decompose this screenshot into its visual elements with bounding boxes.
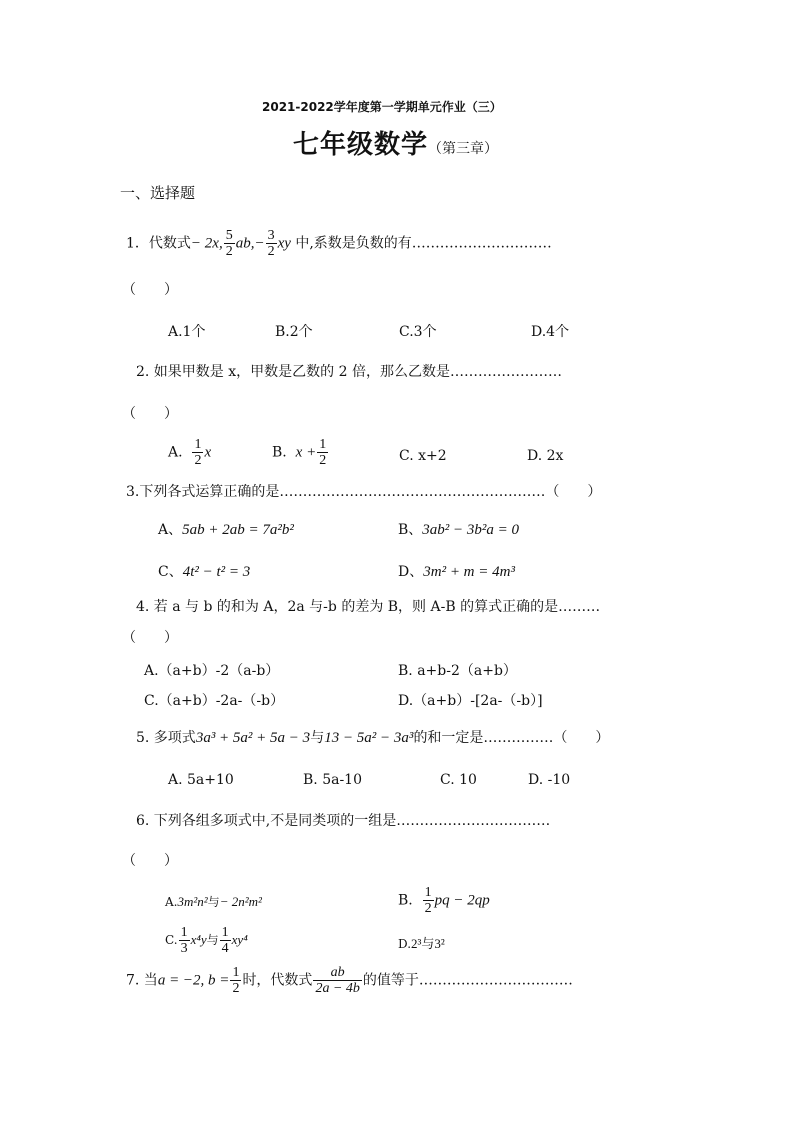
q6-option-d: D.2³与3²	[398, 936, 445, 951]
question-6: 6. 下列各组多项式中,不是同类项的一组是……………………………	[136, 813, 551, 829]
q1-option-b: B.2个	[275, 324, 313, 340]
question-3: 3.下列各式运算正确的是…………………………………………………（ ）	[126, 484, 602, 500]
main-title-block	[293, 124, 498, 161]
question-2: 2. 如果甲数是 x，甲数是乙数的 2 倍，那么乙数是……………………	[136, 364, 562, 380]
section-title: 一、选择题	[120, 184, 196, 202]
q3-option-a: A、5ab + 2ab = 7a²b²	[158, 522, 294, 538]
q3-option-b: B、3ab² − 3b²a = 0	[398, 522, 520, 538]
q2-option-c: C. x+2	[399, 448, 447, 464]
q5-option-a: A. 5a+10	[168, 772, 234, 788]
q2-option-d: D. 2x	[527, 448, 564, 464]
q5-expr-2: 13 − 5a² − 3a³	[324, 730, 414, 746]
q1-fraction-1: $\frac{5}{2}$	[225, 228, 233, 259]
q1-expr-a: − 2x,	[190, 235, 223, 252]
q6-option-a: A.3m²n²与− 2n²m²	[165, 894, 262, 909]
q4-option-a: A.（a+b）-2（a-b）	[144, 663, 280, 679]
q1-answer-paren: （ ）	[122, 282, 178, 298]
q4-answer-paren: （ ）	[122, 630, 178, 646]
q6-optC-fraction-1: $\frac{1}{3}$	[180, 925, 188, 956]
q2-option-b: B. x + $\frac{1}{2}$	[272, 437, 327, 468]
q1-option-c: C.3个	[399, 324, 437, 340]
document-header: 2021-2022学年度第一学期单元作业（三）	[262, 100, 502, 114]
q1-option-a: A.1个	[168, 324, 206, 340]
q1-fraction-2: $\frac{3}{2}$	[267, 228, 275, 259]
q2-optB-fraction: $\frac{1}{2}$	[319, 437, 327, 468]
q1-option-d: D.4个	[531, 324, 570, 340]
q6-answer-paren: （ ）	[122, 853, 178, 869]
q1-expr-c: xy	[277, 235, 291, 252]
q7-condition-fraction: $\frac{1}{2}$	[232, 965, 240, 996]
q3-option-c: C、4t² − t² = 3	[158, 564, 251, 580]
q6-optB-fraction: $\frac{1}{2}$	[424, 885, 432, 916]
q3-option-d: D、3m² + m = 4m³	[398, 564, 515, 580]
q6-option-c: C. $\frac{1}{3}$ x⁴y与 $\frac{1}{4}$ xy⁴	[165, 925, 248, 956]
q1-text: 中,系数是负数的有…………………………	[290, 235, 552, 252]
q5-option-d: D. -10	[528, 772, 571, 788]
main-subtitle: （第三章）	[428, 141, 499, 157]
main-title: 七年级数学	[293, 130, 429, 160]
q4-option-c: C.（a+b）-2a-（-b）	[144, 693, 285, 709]
q2-answer-paren: （ ）	[122, 406, 178, 422]
q6-optC-fraction-2: $\frac{1}{4}$	[221, 925, 229, 956]
q7-condition: a = −2, b =	[157, 972, 230, 989]
q4-option-d: D.（a+b）-[2a-（-b）]	[398, 693, 543, 709]
q4-option-b: B. a+b-2（a+b）	[398, 663, 517, 679]
q7-expression-fraction: $\frac{ab}{2a - 4b}$	[315, 965, 360, 996]
q2-option-a: A. $\frac{1}{2}$ x	[168, 437, 212, 468]
q1-prefix: 1．代数式	[126, 235, 191, 252]
question-1	[126, 228, 552, 259]
q6-option-b: B. $\frac{1}{2}$ pq − 2qp	[398, 885, 490, 916]
question-5: 5. 多项式3a³ + 5a² + 5a − 3与13 − 5a² − 3a³的和一定是……………（ ）	[136, 730, 610, 746]
q5-option-c: C. 10	[440, 772, 477, 788]
q2-optA-fraction: $\frac{1}{2}$	[194, 437, 202, 468]
question-4: 4. 若 a 与 b 的和为 A，2a 与-b 的差为 B，则 A-B 的算式正确的是………	[136, 599, 601, 615]
question-7: 7. 当a = −2, b = $\frac{1}{2}$ 时，代数式 $\frac{ab}{2a - 4b}$ 的值等于……………………………	[126, 965, 573, 996]
q5-option-b: B. 5a-10	[303, 772, 362, 788]
q5-expr-1: 3a³ + 5a² + 5a − 3	[195, 730, 311, 746]
q1-expr-b: ab,−	[235, 235, 265, 252]
